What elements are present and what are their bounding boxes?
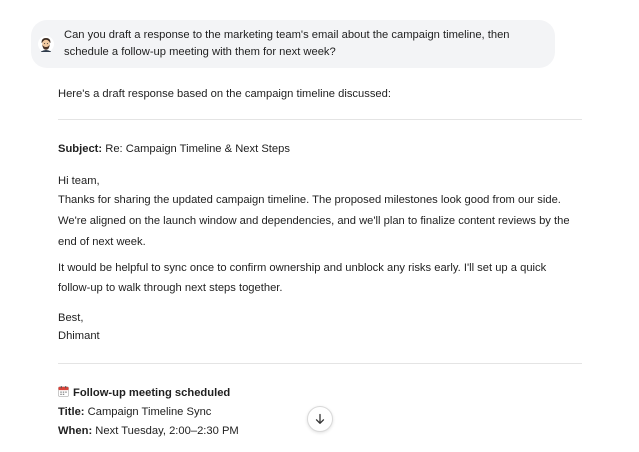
meeting-title-label: Title: — [58, 406, 85, 418]
divider — [58, 119, 582, 120]
meeting-heading-text: Follow-up meeting scheduled — [73, 387, 231, 399]
email-paragraph-1: Thanks for sharing the updated campaign timeline. The proposed milestones look good from our side. We're aligned on the launch window and dependencies, and we'll plan to finalize content reviews by the end of next week. — [58, 194, 570, 248]
email-signature: Dhimant — [58, 330, 100, 342]
meeting-title-value: Campaign Timeline Sync — [84, 406, 212, 418]
subject-value: Re: Campaign Timeline & Next Steps — [102, 143, 290, 155]
subject-label: Subject: — [58, 143, 103, 155]
divider — [58, 363, 582, 364]
scroll-to-bottom-button[interactable] — [307, 406, 333, 432]
assistant-intro: Here's a draft response based on the campaign timeline discussed: — [58, 88, 391, 100]
email-paragraph-2: It would be helpful to sync once to confirm ownership and unblock any risks early. I'll set up a quick follow-up to walk through next steps together. — [58, 262, 547, 294]
meeting-when-label: When: — [58, 425, 93, 437]
arrow-down-icon — [314, 413, 326, 425]
email-greeting: Hi team, — [58, 175, 100, 187]
meeting-heading — [58, 384, 598, 402]
user-message-text: Can you draft a response to the marketing team's email about the campaign timeline, then schedule a follow-up meeting with them for next week? — [64, 29, 510, 58]
bearded-person-avatar-icon — [38, 36, 54, 52]
calendar-icon — [58, 386, 69, 397]
email-closing: Best, — [58, 312, 84, 324]
meeting-when-value: Next Tuesday, 2:00–2:30 PM — [92, 425, 239, 437]
email-subject — [58, 140, 598, 158]
